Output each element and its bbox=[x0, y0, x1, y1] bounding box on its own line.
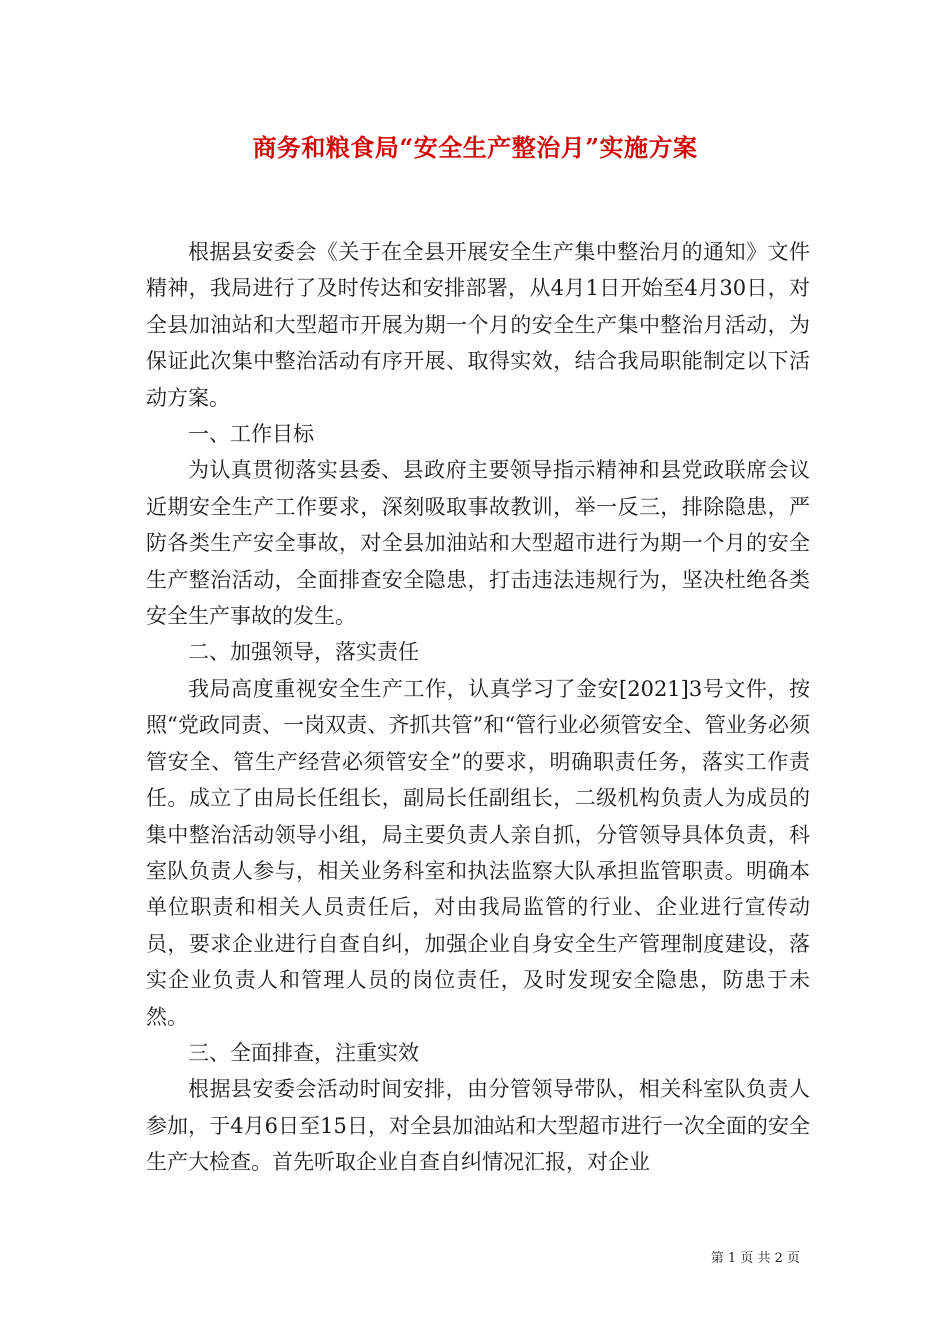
paragraph-intro: 根据县安委会《关于在全县开展安全生产集中整治月的通知》文件精神，我局进行了及时传达和安排部署，从4月1日开始至4月30日，对全县加油站和大型超市开展为期一个月的安全生产集中整治月活动，为保证此次集中整治活动有序开展、取得实效，结合我局职能制定以下活动方案。 bbox=[146, 240, 810, 410]
page-number bbox=[711, 1247, 800, 1266]
section-heading-goals: 一、工作目标 bbox=[188, 422, 314, 447]
paragraph-goals: 为认真贯彻落实县委、县政府主要领导指示精神和县党政联席会议近期安全生产工作要求，深刻吸取事故教训，举一反三，排除隐患，严防各类生产安全事故，对全县加油站和大型超市进行为期一个月的安全生产整治活动，全面排查安全隐患，打击违法违规行为，坚决杜绝各类安全生产事故的发生。 bbox=[146, 458, 810, 629]
page-number-label: 第 1 页 共 2 页 bbox=[710, 1251, 800, 1266]
document-body bbox=[146, 234, 810, 1181]
paragraph-leadership: 我局高度重视安全生产工作，认真学习了金安[2021]3号文件，按照“党政同责、一岗双责、齐抓共管”和“管行业必须管安全、管业务必须管安全、管生产经营必须管安全”的要求，明确职责任务，落实工作责任。成立了由局长任组长，副局长任副组长，二级机构负责人为成员的集中整治活动领导小组，局主要负责人亲自抓，分管领导具体负责，科室队负责人参与，相关业务科室和执法监察大队承担监管职责。明确本单位职责和相关人员责任后，对由我局监管的行业、企业进行宣传动员，要求企业进行自查自纠，加强企业自身安全生产管理制度建设，落实企业负责人和管理人员的岗位责任，及时发现安全隐患，防患于未然。 bbox=[146, 676, 810, 1029]
paragraph-inspection: 根据县安委会活动时间安排，由分管领导带队，相关科室队负责人参加，于4月6日至15日，对全县加油站和大型超市进行一次全面的安全生产大检查。首先听取企业自查自纠情况汇报，对企业 bbox=[146, 1077, 810, 1175]
section-heading-leadership: 二、加强领导，落实责任 bbox=[188, 640, 419, 665]
section-heading-inspection: 三、全面排查，注重实效 bbox=[188, 1040, 419, 1065]
document-title: 商务和粮食局“安全生产整治月”实施方案 bbox=[252, 133, 698, 162]
